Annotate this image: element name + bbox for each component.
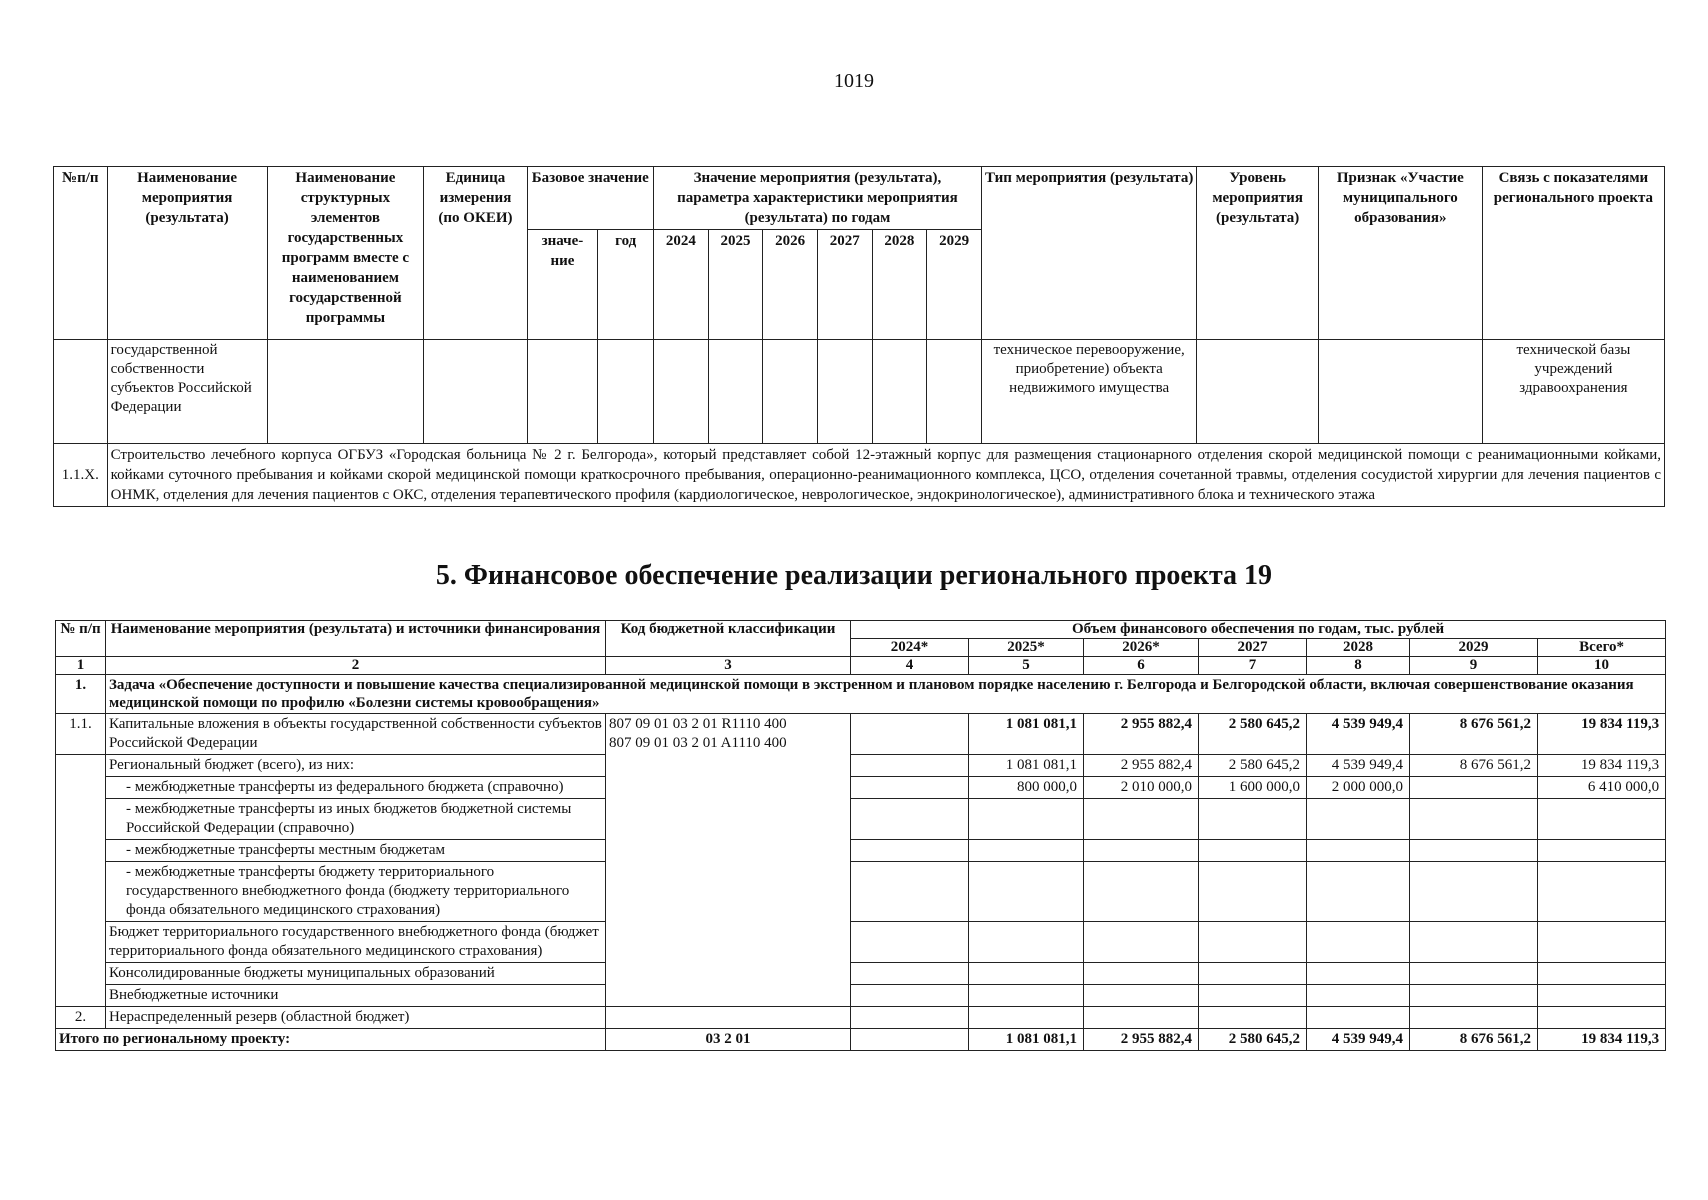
header-year: 2026 (763, 230, 818, 340)
header-values: Значение мероприятия (результата), параметра характеристики мероприятия (результата) по годам (654, 167, 982, 230)
source-name: - межбюджетные трансферты из федерального бюджета (справочно) (106, 777, 606, 799)
source-value (1538, 862, 1666, 922)
budget-code: 807 09 01 03 2 01 R1110 400 (609, 716, 787, 732)
item-value: 19 834 119,3 (1538, 714, 1666, 755)
budget-code: 807 09 01 03 2 01 A1110 400 (609, 735, 787, 751)
source-value (1538, 963, 1666, 985)
finance-table (55, 620, 1666, 1051)
cell-empty (1199, 1007, 1307, 1029)
fin-header-year: 2029 (1410, 639, 1538, 657)
source-value (969, 799, 1084, 840)
source-value (969, 985, 1084, 1007)
cell-empty (1318, 340, 1482, 444)
source-value (1410, 799, 1538, 840)
source-value (851, 862, 969, 922)
source-value (1538, 799, 1666, 840)
row2-text: Строительство лечебного корпуса ОГБУЗ «Городская больница № 2 г. Белгорода», который представляет собой 12-этажный корпус для размещения стационарного отделения скорой медицинской помощи с реанимационными койками, койками суточного пребывания и койками скорой медицинской помощи краткосрочного пребывания, операционно-реанимационного комплекса, ЦСО, отделения сочетанной травмы, отделения сосудистой хирургии для лечения пациентов с ОНМК, отделения для лечения пациентов с ОКС, отделения терапевтического профиля (кардиологическое, неврологическое, эндокринологическое), административного блока и технического этажа (107, 444, 1664, 507)
source-value (1410, 840, 1538, 862)
fin-header-year: 2028 (1307, 639, 1410, 657)
col-number: 6 (1084, 657, 1199, 675)
total-code: 03 2 01 (606, 1029, 851, 1051)
fin-header-name: Наименование мероприятия (результата) и источники финансирования (106, 621, 606, 657)
header-base-value: значе-ние (527, 230, 598, 340)
source-value: 4 539 949,4 (1307, 755, 1410, 777)
source-value (1538, 840, 1666, 862)
cell-empty (708, 340, 763, 444)
header-name: Наименование мероприятия (результата) (107, 167, 267, 340)
total-label: Итого по региональному проекту: (56, 1029, 606, 1051)
header-year: 2027 (817, 230, 872, 340)
fin-header-num: № п/п (56, 621, 106, 657)
fin-header-total: Всего* (1538, 639, 1666, 657)
item-name: Капитальные вложения в объекты государственной собственности субъектов Российской Федерации (106, 714, 606, 755)
total-value: 1 081 081,1 (969, 1029, 1084, 1051)
fin-header-year: 2025* (969, 639, 1084, 657)
item-value: 2 955 882,4 (1084, 714, 1199, 755)
source-value (1410, 922, 1538, 963)
source-value: 800 000,0 (969, 777, 1084, 799)
source-value (1199, 985, 1307, 1007)
source-value: 1 081 081,1 (969, 755, 1084, 777)
source-value (969, 862, 1084, 922)
source-name: Региональный бюджет (всего), из них: (106, 755, 606, 777)
reserve-name: Нераспределенный резерв (областной бюджет) (106, 1007, 606, 1029)
source-value: 2 580 645,2 (1199, 755, 1307, 777)
col-number: 8 (1307, 657, 1410, 675)
source-value: 19 834 119,3 (1538, 755, 1666, 777)
cell-empty (598, 340, 654, 444)
source-value (1410, 985, 1538, 1007)
header-year: 2029 (927, 230, 982, 340)
row1-type: техническое перевооружение, приобретение) объекта недвижимого имущества (981, 340, 1197, 444)
col-number: 9 (1410, 657, 1538, 675)
cell-empty (872, 340, 927, 444)
source-value (1084, 862, 1199, 922)
source-value (1410, 963, 1538, 985)
source-value (1410, 862, 1538, 922)
source-value: 2 000 000,0 (1307, 777, 1410, 799)
source-value (1199, 840, 1307, 862)
header-municipal: Признак «Участие муниципального образования» (1318, 167, 1482, 340)
row2-num: 1.1.X. (54, 444, 108, 507)
source-value: 8 676 561,2 (1410, 755, 1538, 777)
item-codes (606, 714, 851, 1007)
cell-empty (424, 340, 527, 444)
col-number: 2 (106, 657, 606, 675)
header-base: Базовое значение (527, 167, 653, 230)
source-value (969, 840, 1084, 862)
cell-empty (606, 1007, 851, 1029)
header-year: 2028 (872, 230, 927, 340)
cell-empty (1538, 1007, 1666, 1029)
cell-empty (527, 340, 598, 444)
total-value: 2 580 645,2 (1199, 1029, 1307, 1051)
col-number: 7 (1199, 657, 1307, 675)
task-num: 1. (56, 675, 106, 714)
item-value: 2 580 645,2 (1199, 714, 1307, 755)
header-year: 2024 (654, 230, 709, 340)
source-value (851, 755, 969, 777)
cell-empty (654, 340, 709, 444)
header-unit: Единица измерения (по ОКЕИ) (424, 167, 527, 340)
source-value (1307, 840, 1410, 862)
cell-empty (927, 340, 982, 444)
indicators-table (53, 166, 1665, 507)
row1-name: государственной собственности субъектов Российской Федерации (107, 340, 267, 444)
source-value (1538, 985, 1666, 1007)
source-value: 2 010 000,0 (1084, 777, 1199, 799)
header-elements: Наименование структурных элементов государственных программ вместе с наименованием государственной программы (267, 167, 424, 340)
source-name: - межбюджетные трансферты из иных бюджетов бюджетной системы Российской Федерации (справочно) (106, 799, 606, 840)
source-value (851, 777, 969, 799)
cell-empty (817, 340, 872, 444)
source-value (1307, 799, 1410, 840)
source-value (1199, 862, 1307, 922)
source-value (851, 985, 969, 1007)
source-value (851, 963, 969, 985)
fin-header-volume: Объем финансового обеспечения по годам, тыс. рублей (851, 621, 1666, 639)
item-value: 4 539 949,4 (1307, 714, 1410, 755)
source-value (1084, 840, 1199, 862)
source-value (1199, 922, 1307, 963)
header-num: №п/п (54, 167, 108, 340)
total-value: 19 834 119,3 (1538, 1029, 1666, 1051)
header-base-year: год (598, 230, 654, 340)
row1-link: технической базы учреждений здравоохранения (1482, 340, 1664, 444)
col-number: 10 (1538, 657, 1666, 675)
cell-empty (56, 755, 106, 1007)
item-num: 1.1. (56, 714, 106, 755)
fin-header-year: 2024* (851, 639, 969, 657)
section-title: 5. Финансовое обеспечение реализации регионального проекта 19 (435, 560, 1273, 591)
source-value (1307, 862, 1410, 922)
header-type: Тип мероприятия (результата) (981, 167, 1197, 340)
source-name: - межбюджетные трансферты местным бюджетам (106, 840, 606, 862)
source-value (1199, 799, 1307, 840)
total-value: 4 539 949,4 (1307, 1029, 1410, 1051)
source-value (1084, 799, 1199, 840)
source-value (851, 840, 969, 862)
cell-empty (969, 1007, 1084, 1029)
source-name: Бюджет территориального государственного внебюджетного фонда (бюджет территориального фонда обязательного медицинского страхования) (106, 922, 606, 963)
cell-empty (763, 340, 818, 444)
source-value: 6 410 000,0 (1538, 777, 1666, 799)
source-value (1084, 922, 1199, 963)
source-name: Внебюджетные источники (106, 985, 606, 1007)
cell-empty (1307, 1007, 1410, 1029)
source-value: 1 600 000,0 (1199, 777, 1307, 799)
page-number: 1019 (834, 70, 874, 92)
source-value (1307, 963, 1410, 985)
source-value (969, 922, 1084, 963)
source-value: 2 955 882,4 (1084, 755, 1199, 777)
total-value: 2 955 882,4 (1084, 1029, 1199, 1051)
header-year: 2025 (708, 230, 763, 340)
item-value: 8 676 561,2 (1410, 714, 1538, 755)
cell-empty (851, 1007, 969, 1029)
col-number: 5 (969, 657, 1084, 675)
fin-header-code: Код бюджетной классификации (606, 621, 851, 657)
col-number: 4 (851, 657, 969, 675)
source-value (1084, 985, 1199, 1007)
source-name: - межбюджетные трансферты бюджету территориального государственного внебюджетного фонда (бюджету территориального фонда обязательного медицинского страхования) (106, 862, 606, 922)
source-value (1199, 963, 1307, 985)
total-value (851, 1029, 969, 1051)
header-link: Связь с показателями регионального проекта (1482, 167, 1664, 340)
fin-header-year: 2027 (1199, 639, 1307, 657)
source-value (1410, 777, 1538, 799)
cell-empty (1410, 1007, 1538, 1029)
source-value (851, 922, 969, 963)
header-level: Уровень мероприятия (результата) (1197, 167, 1318, 340)
source-value (1307, 985, 1410, 1007)
source-name: Консолидированные бюджеты муниципальных образований (106, 963, 606, 985)
col-number: 1 (56, 657, 106, 675)
total-value: 8 676 561,2 (1410, 1029, 1538, 1051)
source-value (1084, 963, 1199, 985)
col-number: 3 (606, 657, 851, 675)
item-value (851, 714, 969, 755)
source-value (1307, 922, 1410, 963)
source-value (1538, 922, 1666, 963)
cell-empty (54, 340, 108, 444)
source-value (851, 799, 969, 840)
reserve-num: 2. (56, 1007, 106, 1029)
source-value (969, 963, 1084, 985)
cell-empty (1197, 340, 1318, 444)
item-value: 1 081 081,1 (969, 714, 1084, 755)
cell-empty (1084, 1007, 1199, 1029)
cell-empty (267, 340, 424, 444)
task-text: Задача «Обеспечение доступности и повышение качества специализированной медицинской помощи в экстренном и плановом порядке населению г. Белгорода и Белгородской области, включая совершенствование оказания медицинской помощи по профилю «Болезни системы кровообращения» (106, 675, 1666, 714)
fin-header-year: 2026* (1084, 639, 1199, 657)
